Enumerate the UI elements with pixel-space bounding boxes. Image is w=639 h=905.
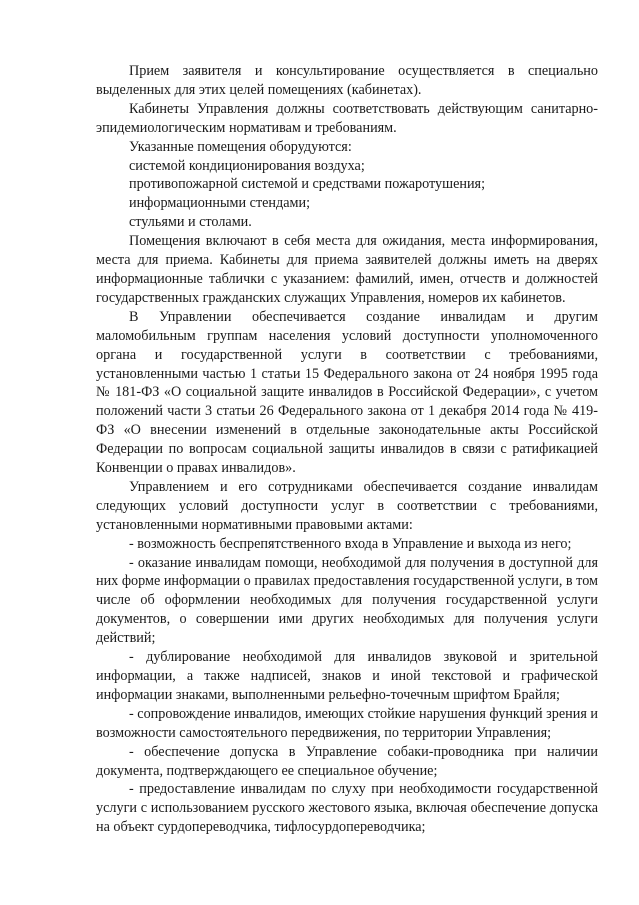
list-item-sign-language: - предоставление инвалидам по слуху при необходимости государственной услуги с использованием русского жестового языка, включая обеспечение допуска на объект сурдопереводчика, тифлосурдопереводчика; [96, 781, 598, 836]
list-item-free-entry: - возможность беспрепятственного входа в Управление и выхода из него; [129, 535, 572, 552]
paragraph-equipment-intro: Указанные помещения оборудуются: [129, 138, 352, 155]
paragraph-cabinets-requirements: Кабинеты Управления должны соответствовать действующим санитарно-эпидемиологическим нормативам и требованиям. [96, 100, 598, 136]
paragraph-reception: Прием заявителя и консультирование осуществляется в специально выделенных для этих целей помещениях (кабинетах). [96, 63, 598, 98]
document-page [96, 62, 598, 837]
paragraph-accessibility-conditions: Управлением и его сотрудниками обеспечивается создание инвалидам следующих условий доступности услуг в соответствии с требованиями, установленными нормативными правовыми актами: [96, 478, 598, 533]
list-item-assistance: - оказание инвалидам помощи, необходимой для получения в доступной для них форме информации о правилах предоставления государственной услуги, в том числе об оформлении необходимых для получения государственной услуги документов, о совершении ими других необходимых для получения услуги действий; [96, 554, 598, 647]
paragraph-premises: Помещения включают в себя места для ожидания, места информирования, места для приема. Кабинеты для приема заявителей должны иметь на дверях информационные таблички с указанием: фамилий, имен, отчеств и должностей государственных гражданских служащих Управления, номеров их кабинетов. [96, 233, 598, 306]
list-item-escort: - сопровождение инвалидов, имеющих стойкие нарушения функций зрения и возможности самостоятельного передвижения, по территории Управления; [96, 705, 598, 741]
paragraph-accessibility-law: В Управлении обеспечивается создание инвалидам и другим маломобильным группам населения условий доступности уполномоченного органа и государственной услуги в соответствии с требованиями, установленными частью 1 статьи 15 Федерального закона от 24 ноября 1995 года № 181-ФЗ «О социальной защите инвалидов в Российской Федерации», с учетом положений части 3 статьи 26 Федерального закона от 1 декабря 2014 года № 419-ФЗ «О внесении изменений в отдельные законодательные акты Российской Федерации по вопросам социальной защиты инвалидов в связи с ратификацией Конвенции о правах инвалидов». [96, 308, 598, 477]
list-item-guide-dog: - обеспечение допуска в Управление собаки-проводника при наличии документа, подтверждающего ее специальное обучение; [96, 743, 598, 779]
list-item-braille: - дублирование необходимой для инвалидов звуковой и зрительной информации, а также надписей, знаков и иной текстовой и графической информации знаками, выполненными рельефно-точечным шрифтом Брайля; [96, 649, 598, 703]
list-item-chairs-tables: стульями и столами. [129, 214, 252, 231]
list-item-air-conditioning: системой кондиционирования воздуха; [129, 157, 365, 174]
list-item-info-stands: информационными стендами; [129, 195, 311, 212]
list-item-fire-safety: противопожарной системой и средствами пожаротушения; [129, 176, 486, 193]
